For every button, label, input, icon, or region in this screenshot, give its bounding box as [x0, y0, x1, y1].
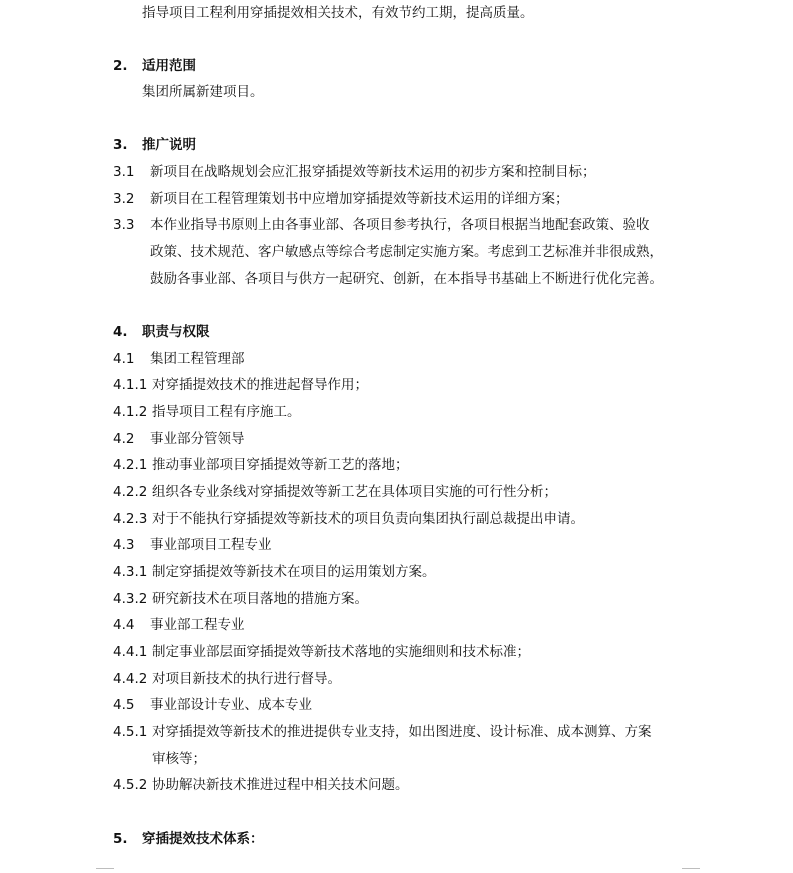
item-3-1-number: 3.1: [113, 164, 135, 180]
item-4-5-1-text-line-1: 对穿插提效等新技术的推进提供专业支持，如出图进度、设计标准、成本测算、方案: [152, 724, 652, 740]
item-4-2-1-text: 推动事业部项目穿插提效等新工艺的落地；: [152, 457, 409, 473]
item-4-3-number: 4.3: [113, 537, 135, 553]
item-4-1-1-text: 对穿插提效技术的推进起督导作用；: [152, 377, 368, 393]
item-4-1-2-text: 指导项目工程有序施工。: [152, 404, 301, 420]
item-4-4-2-text: 对项目新技术的执行进行督导。: [152, 671, 341, 687]
item-4-2-2-text: 组织各专业条线对穿插提效等新工艺在具体项目实施的可行性分析；: [152, 484, 557, 500]
item-3-3-number: 3.3: [113, 217, 135, 233]
item-4-2-text: 事业部分管领导: [150, 431, 245, 447]
section-5-title: 穿插提效技术体系：: [142, 831, 264, 847]
item-4-2-3-number: 4.2.3: [113, 511, 148, 527]
section-4-number: 4.: [113, 324, 128, 340]
item-4-3-1-number: 4.3.1: [113, 564, 148, 580]
item-3-3-text-line-2: 政策、技术规范、客户敏感点等综合考虑制定实施方案。考虑到工艺标准并非很成熟，: [150, 244, 663, 260]
item-4-2-2-number: 4.2.2: [113, 484, 148, 500]
item-4-4-text: 事业部工程专业: [150, 617, 245, 633]
item-4-3-1-text: 制定穿插提效等新技术在项目的运用策划方案。: [152, 564, 436, 580]
item-3-3-text-line-1: 本作业指导书原则上由各事业部、各项目参考执行，各项目根据当地配套政策、验收: [150, 217, 650, 233]
item-3-1-text: 新项目在战略规划会应汇报穿插提效等新技术运用的初步方案和控制目标；: [150, 164, 596, 180]
item-4-1-number: 4.1: [113, 351, 135, 367]
crop-mark-right: [682, 868, 700, 869]
intro-continuation: 指导项目工程利用穿插提效相关技术，有效节约工期，提高质量。: [142, 5, 534, 21]
item-4-2-1-number: 4.2.1: [113, 457, 148, 473]
item-4-3-2-number: 4.3.2: [113, 591, 148, 607]
item-4-2-number: 4.2: [113, 431, 135, 447]
item-4-3-text: 事业部项目工程专业: [150, 537, 272, 553]
item-4-4-2-number: 4.4.2: [113, 671, 148, 687]
section-2-title: 适用范围: [142, 58, 196, 74]
item-3-2-text: 新项目在工程管理策划书中应增加穿插提效等新技术运用的详细方案；: [150, 191, 569, 207]
item-4-5-1-number: 4.5.1: [113, 724, 148, 740]
item-4-5-2-text: 协助解决新技术推进过程中相关技术问题。: [152, 777, 409, 793]
item-3-3-text-line-3: 鼓励各事业部、各项目与供方一起研究、创新，在本指导书基础上不断进行优化完善。: [150, 271, 663, 287]
item-4-4-number: 4.4: [113, 617, 135, 633]
crop-mark-left: [96, 868, 114, 869]
item-4-1-1-number: 4.1.1: [113, 377, 148, 393]
item-4-4-1-text: 制定事业部层面穿插提效等新技术落地的实施细则和技术标准；: [152, 644, 530, 660]
item-4-1-text: 集团工程管理部: [150, 351, 245, 367]
section-3-title: 推广说明: [142, 137, 196, 153]
item-4-5-2-number: 4.5.2: [113, 777, 148, 793]
section-4-title: 职责与权限: [142, 324, 210, 340]
section-5-number: 5.: [113, 831, 128, 847]
item-4-4-1-number: 4.4.1: [113, 644, 148, 660]
section-3-number: 3.: [113, 137, 128, 153]
item-4-5-text: 事业部设计专业、成本专业: [150, 697, 312, 713]
item-3-2-number: 3.2: [113, 191, 135, 207]
section-2-number: 2.: [113, 58, 128, 74]
item-4-3-2-text: 研究新技术在项目落地的措施方案。: [152, 591, 368, 607]
item-4-1-2-number: 4.1.2: [113, 404, 148, 420]
section-2-body: 集团所属新建项目。: [142, 84, 264, 100]
item-4-2-3-text: 对于不能执行穿插提效等新技术的项目负责向集团执行副总裁提出申请。: [152, 511, 584, 527]
item-4-5-1-text-line-2: 审核等；: [152, 751, 206, 767]
item-4-5-number: 4.5: [113, 697, 135, 713]
